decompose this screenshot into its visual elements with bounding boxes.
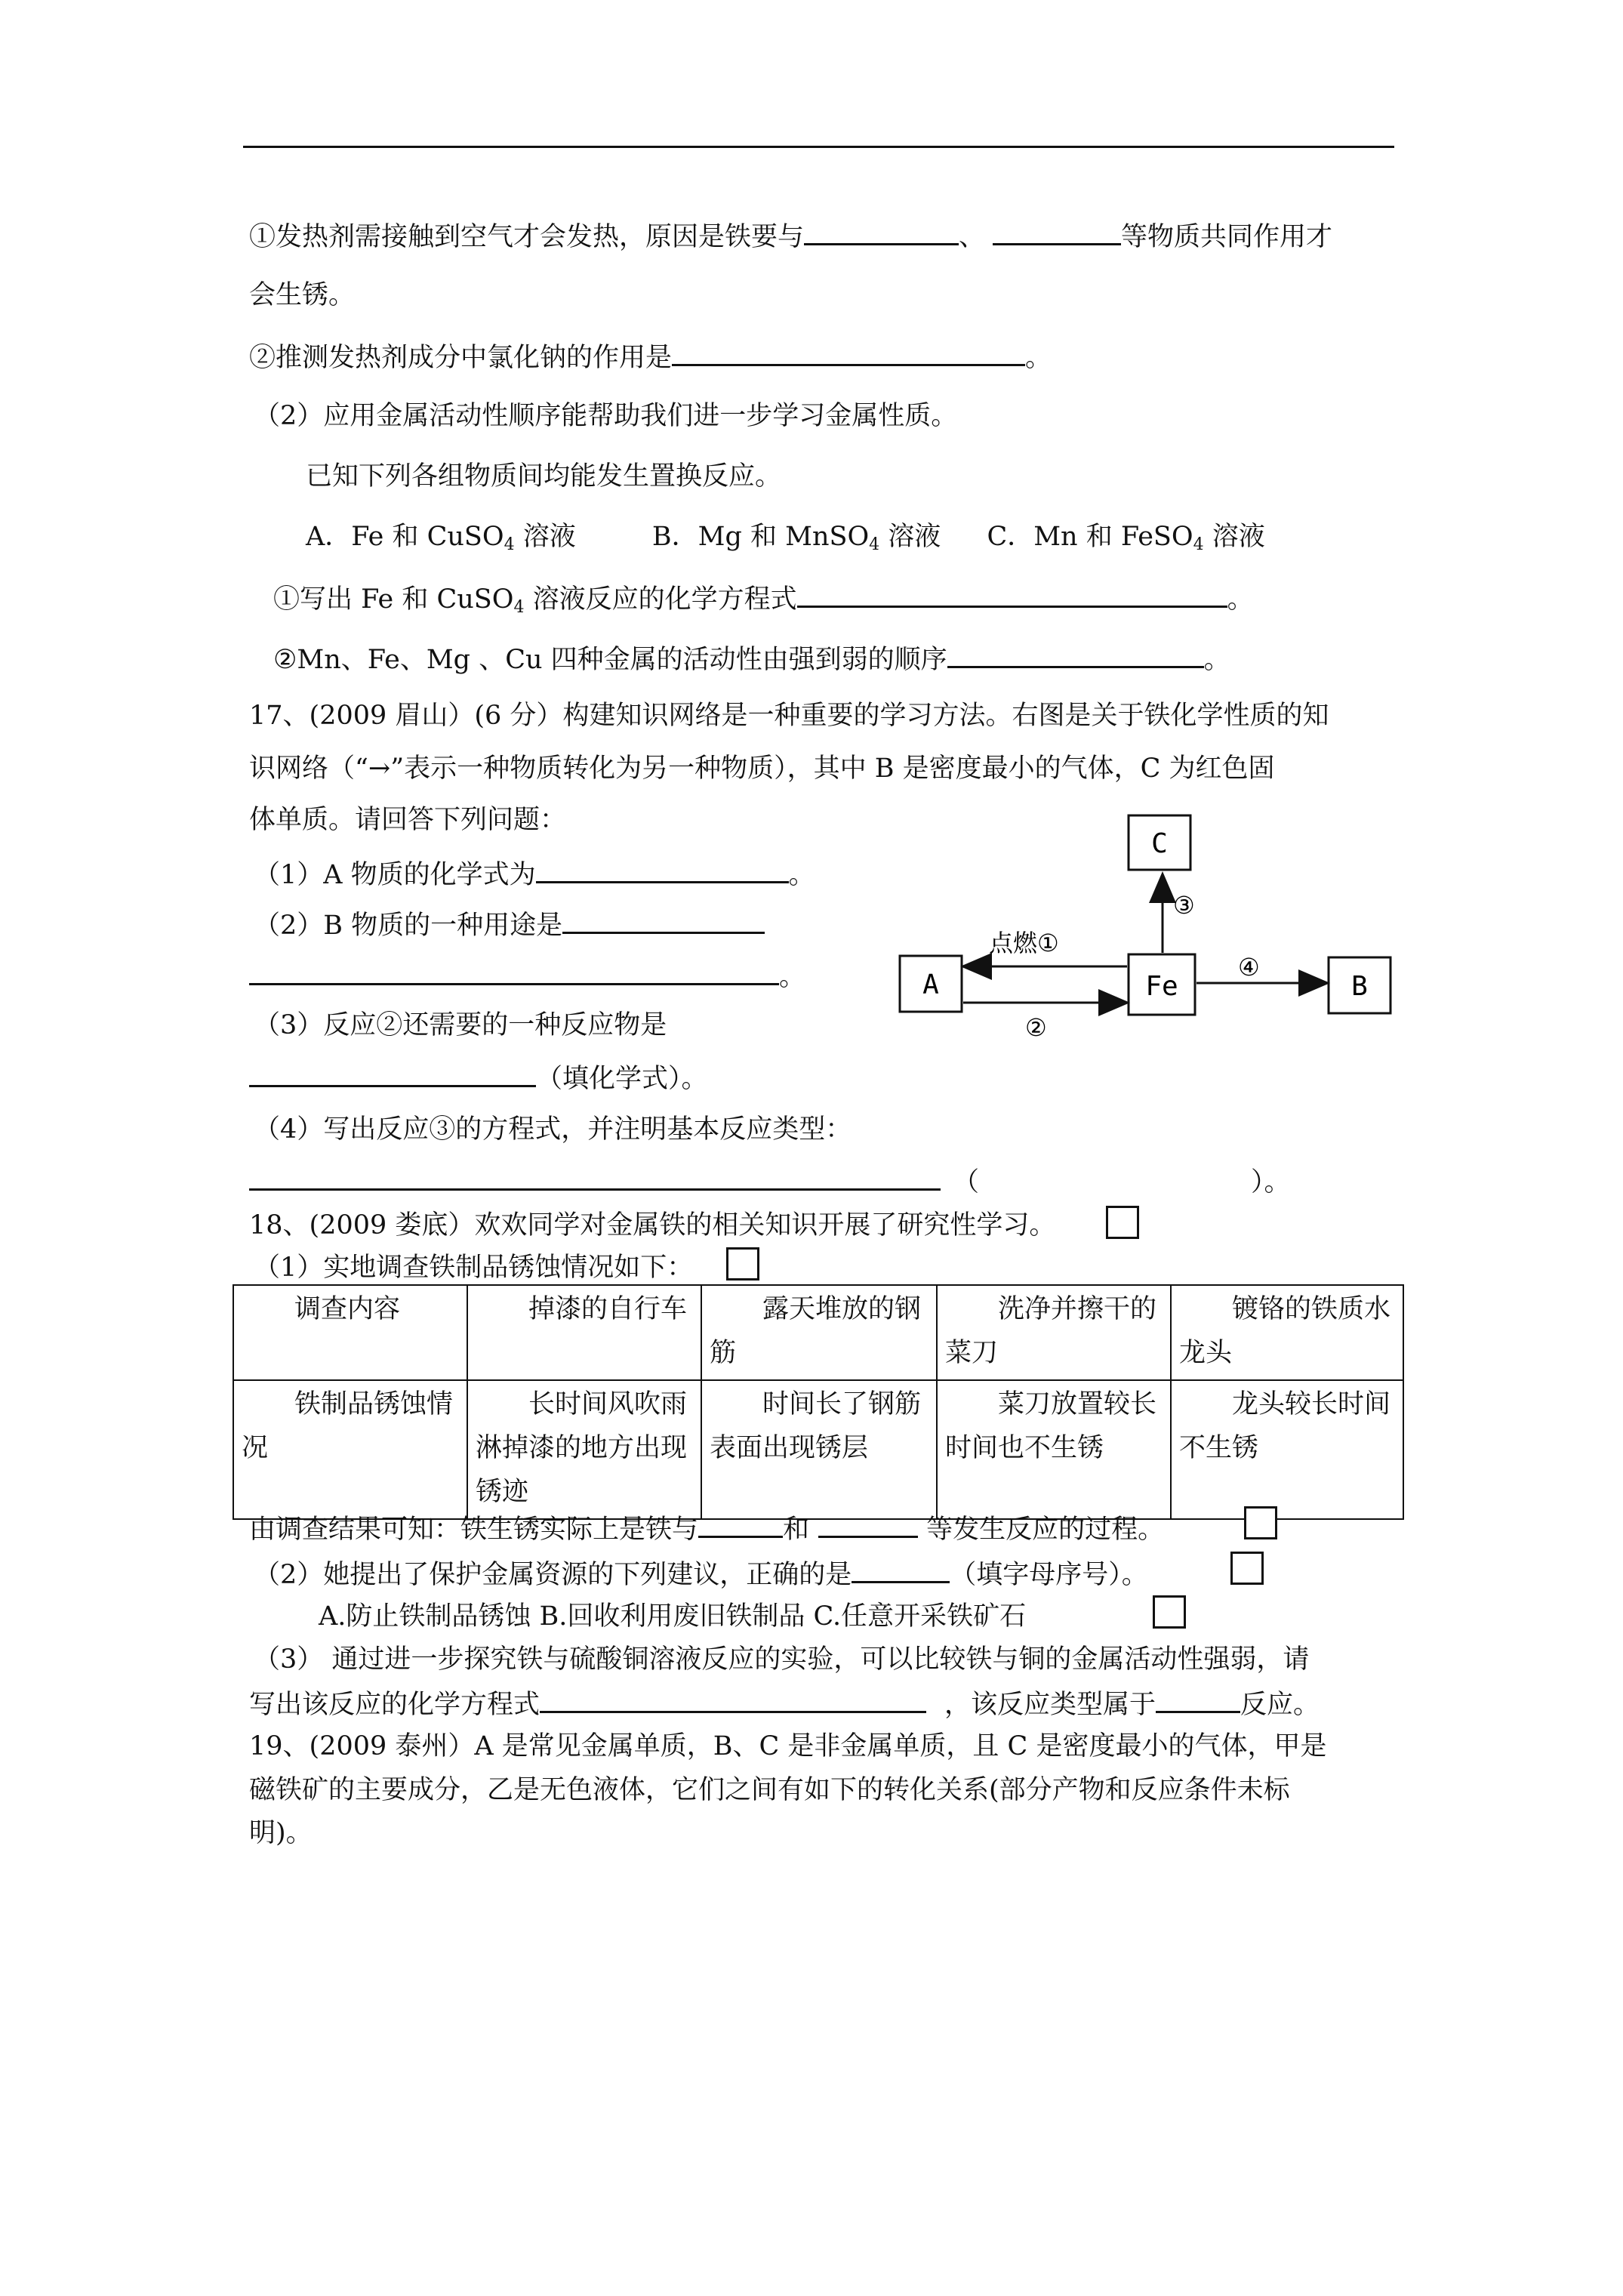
option-a-text: A．Fe 和 CuSO — [306, 522, 504, 552]
q17-sub4-cont — [249, 1163, 1291, 1200]
q16-write1-b: 溶液反应的化学方程式 — [524, 584, 797, 615]
blank-field[interactable] — [818, 1510, 918, 1538]
q16-line1-c: 等物质共同作用才 — [1121, 222, 1333, 252]
q19-line2: 磁铁矿的主要成分，乙是无色液体，它们之间有如下的转化关系(部分产物和反应条件未标 — [249, 1775, 1290, 1805]
option-a-tail: 溶液 — [514, 522, 576, 552]
answer-checkbox[interactable] — [726, 1247, 759, 1281]
q16-write2-a: ②Mn、Fe、Mg 、Cu 四种金属的活动性由强到弱的顺序 — [273, 645, 947, 675]
q18-sub3-line2 — [249, 1685, 1320, 1722]
q18-result-c: 等发生反应的过程。 — [918, 1515, 1165, 1545]
table-row — [233, 1285, 1403, 1380]
blank-field[interactable] — [562, 906, 765, 934]
option-a — [306, 522, 576, 552]
blank-field[interactable] — [536, 855, 789, 883]
blank-field[interactable] — [947, 640, 1204, 668]
q17-sub2-cont — [249, 957, 805, 994]
option-c-sub: 4 — [1193, 535, 1204, 554]
blank-field[interactable] — [1156, 1685, 1240, 1713]
table-cell: 调查内容 — [233, 1285, 467, 1380]
q18-sub2-options: A.防止铁制品锈蚀 B.回收利用废旧铁制品 C.任意开采铁矿石 — [319, 1601, 1027, 1632]
q17-line1: 17、(2009 眉山）(6 分）构建知识网络是一种重要的学习方法。右图是关于铁化学性质的知 — [249, 701, 1329, 731]
option-c-tail: 溶液 — [1203, 522, 1265, 552]
option-b-text: B．Mg 和 MnSO — [651, 522, 870, 552]
answer-checkbox[interactable] — [1106, 1206, 1139, 1239]
fe-reaction-network-diagram — [883, 808, 1404, 1042]
table-cell: 掉漆的自行车 — [467, 1285, 701, 1380]
box-a-label: A — [922, 969, 939, 1000]
q17-sub4-paren-close: ）。 — [1251, 1167, 1291, 1197]
blank-field[interactable] — [540, 1685, 926, 1713]
table-cell: 露天堆放的钢筋 — [701, 1285, 937, 1380]
answer-checkbox[interactable] — [1153, 1595, 1186, 1629]
blank-field[interactable] — [249, 1163, 941, 1191]
q16-line3 — [249, 338, 1052, 375]
box-b-label: B — [1351, 971, 1368, 1002]
table-cell: 龙头较长时间不生锈 — [1171, 1380, 1403, 1519]
q17-sub2 — [254, 906, 765, 943]
q17-sub4-paren-open: （ — [953, 1167, 980, 1197]
blank-field[interactable] — [249, 957, 779, 985]
label-4: ④ — [1238, 953, 1260, 982]
q17-line3: 体单质。请回答下列问题： — [249, 805, 567, 835]
q16-line1-a: ①发热剂需接触到空气才会发热，原因是铁要与 — [249, 222, 805, 252]
q16-write2 — [273, 640, 1230, 677]
label-2: ② — [1025, 1013, 1047, 1042]
header-rule — [243, 146, 1394, 148]
option-b-sub: 4 — [869, 535, 880, 554]
q16-write1 — [273, 580, 1254, 625]
blank-field[interactable] — [249, 1059, 536, 1087]
option-a-sub: 4 — [504, 535, 515, 554]
q16-line1 — [249, 217, 1332, 254]
option-b — [652, 522, 941, 552]
box-c-label: C — [1151, 828, 1168, 859]
option-c-text: C．Mn 和 FeSO — [987, 522, 1193, 552]
q18-result — [249, 1510, 1164, 1547]
q16-write1-a: ①写出 Fe 和 CuSO — [273, 584, 514, 615]
table-cell: 时间长了钢筋表面出现锈层 — [701, 1380, 937, 1519]
box-fe-label: Fe — [1145, 971, 1178, 1002]
q17-sub1 — [254, 855, 815, 892]
q18-sub1: （1）实地调查铁制品锈蚀情况如下： — [254, 1253, 694, 1283]
q17-sub1-end: 。 — [788, 860, 815, 890]
label-1: 点燃① — [989, 929, 1059, 957]
answer-checkbox[interactable] — [1230, 1552, 1264, 1585]
label-3: ③ — [1173, 891, 1195, 920]
answer-checkbox[interactable] — [1244, 1506, 1277, 1539]
table-row — [233, 1380, 1403, 1519]
q19-line3: 明)。 — [249, 1818, 313, 1848]
option-b-tail: 溶液 — [879, 522, 941, 552]
q18-sub2-b: （填字母序号）。 — [950, 1560, 1148, 1590]
q16-line1-sep: 、 — [959, 222, 986, 252]
table-cell: 洗净并擦干的菜刀 — [937, 1285, 1171, 1380]
q18-sub2 — [254, 1555, 1148, 1592]
q18-sub2-a: （2）她提出了保护金属资源的下列建议，正确的是 — [254, 1560, 852, 1590]
q16-line3-end: 。 — [1025, 343, 1052, 373]
q16-write1-end: 。 — [1227, 584, 1254, 615]
q18-sub3-line2-a: 写出该反应的化学方程式 — [249, 1690, 540, 1720]
q16-write1-sub: 4 — [513, 598, 525, 617]
q17-sub3-cont — [249, 1059, 708, 1096]
q16-line3-a: ②推测发热剂成分中氯化钠的作用是 — [249, 343, 673, 373]
blank-field[interactable] — [993, 217, 1121, 245]
q16-line2: 会生锈。 — [249, 280, 356, 310]
blank-field[interactable] — [698, 1510, 783, 1538]
q19-line1: 19、(2009 泰州）A 是常见金属单质，B、C 是非金属单质，且 C 是密度最小的气体，甲是 — [249, 1731, 1327, 1761]
q18-result-b: 和 — [783, 1515, 810, 1545]
table-cell: 长时间风吹雨淋掉漆的地方出现锈迹 — [467, 1380, 701, 1519]
table-cell: 菜刀放置较长时间也不生锈 — [937, 1380, 1171, 1519]
q18-sub3-line2-b: ，该反应类型属于 — [944, 1690, 1156, 1720]
blank-field[interactable] — [852, 1555, 950, 1583]
table-cell: 镀铬的铁质水龙头 — [1171, 1285, 1403, 1380]
q18-line1: 18、(2009 娄底）欢欢同学对金属铁的相关知识开展了研究性学习。 — [249, 1210, 1056, 1240]
q16-write2-end: 。 — [1203, 645, 1230, 675]
q18-sub3-line1: （3） 通过进一步探究铁与硫酸铜溶液反应的实验，可以比较铁与铜的金属活动性强弱，请 — [254, 1644, 1310, 1675]
q17-sub2-end: 。 — [779, 962, 806, 992]
blank-field[interactable] — [797, 580, 1227, 608]
survey-table — [233, 1284, 1404, 1520]
q17-sub3: （3）反应②还需要的一种反应物是 — [254, 1010, 667, 1040]
q16-known: 已知下列各组物质间均能发生置换反应。 — [306, 461, 782, 492]
q17-sub2-a: （2）B 物质的一种用途是 — [254, 911, 563, 941]
q16-options — [306, 519, 1265, 562]
q17-line2: 识网络（“→”表示一种物质转化为另一种物质），其中 B 是密度最小的气体，C 为红色固 — [249, 754, 1275, 784]
q17-sub4: （4）写出反应③的方程式，并注明基本反应类型： — [254, 1114, 852, 1145]
q17-sub3-b: （填化学式）。 — [536, 1064, 708, 1094]
option-c — [987, 522, 1264, 552]
table-cell: 铁制品锈蚀情况 — [233, 1380, 467, 1519]
q17-sub1-a: （1）A 物质的化学式为 — [254, 860, 536, 890]
blank-field[interactable] — [804, 217, 959, 245]
q18-result-a: 由调查结果可知：铁生锈实际上是铁与 — [249, 1515, 699, 1545]
q18-sub3-line2-c: 反应。 — [1240, 1690, 1320, 1720]
blank-field[interactable] — [672, 338, 1025, 366]
q16-part2: （2）应用金属活动性顺序能帮助我们进一步学习金属性质。 — [254, 401, 958, 431]
